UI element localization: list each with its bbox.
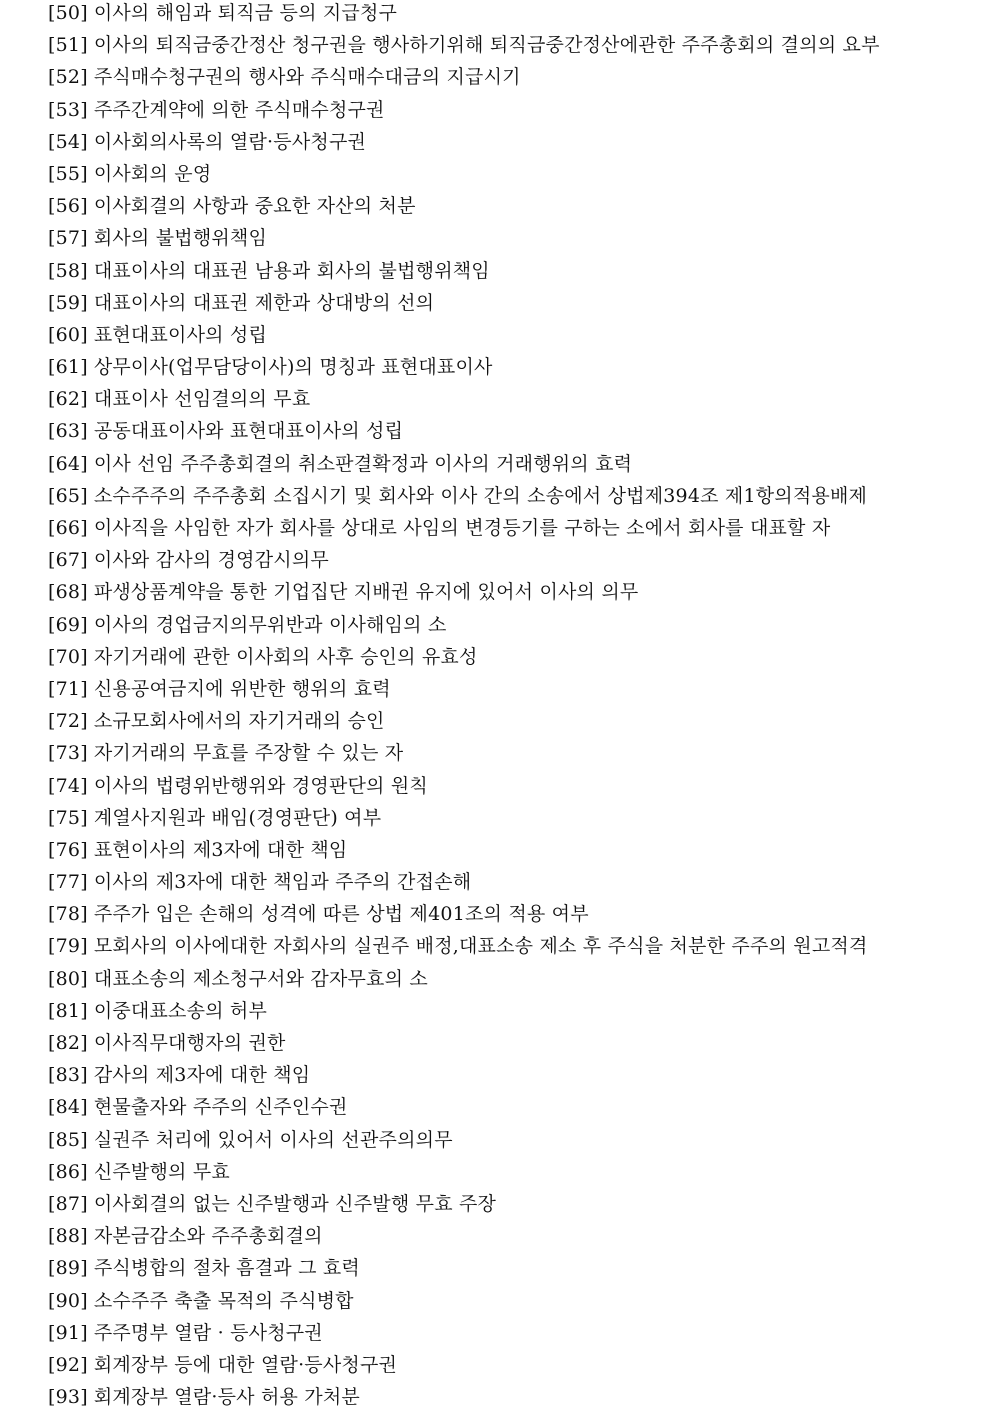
toc-entry-title: 파생상품계약을 통한 기업집단 지배권 유지에 있어서 이사의 의무 — [93, 581, 639, 604]
toc-entry-title: 이사회결의 없는 신주발행과 신주발행 무효 주장 — [93, 1192, 497, 1215]
toc-entry-number: [87] — [48, 1192, 88, 1215]
toc-entry — [48, 451, 968, 483]
toc-entry — [48, 901, 968, 933]
toc-entry-title: 감사의 제3자에 대한 책임 — [93, 1064, 311, 1087]
toc-entry-title: 이사의 퇴직금중간정산 청구권을 행사하기위해 퇴직금중간정산에관한 주주총회의 결의의 요부 — [93, 34, 880, 57]
toc-entry-title: 이사의 제3자에 대한 책임과 주주의 간접손해 — [93, 871, 472, 894]
toc-entry-number: [85] — [48, 1128, 88, 1151]
toc-entry — [48, 998, 968, 1030]
toc-entry — [48, 1030, 968, 1062]
toc-entry-title: 자기거래에 관한 이사회의 사후 승인의 유효성 — [93, 645, 478, 668]
toc-entry-number: [72] — [48, 710, 88, 733]
toc-entry-title: 이사와 감사의 경영감시의무 — [93, 549, 329, 572]
toc-entry-number: [84] — [48, 1096, 88, 1119]
toc-entry-title: 소수주주 축출 목적의 주식병합 — [93, 1289, 354, 1312]
toc-entry — [48, 32, 968, 64]
toc-entry — [48, 258, 968, 290]
toc-entry — [48, 708, 968, 740]
toc-entry-number: [57] — [48, 227, 88, 250]
toc-entry-title: 상무이사(업무담당이사)의 명칭과 표현대표이사 — [93, 356, 493, 379]
toc-entry-number: [59] — [48, 291, 88, 314]
toc-entry-number: [91] — [48, 1321, 88, 1344]
toc-entry-title: 이사회의 운영 — [93, 162, 212, 185]
toc-entry-number: [68] — [48, 581, 88, 604]
toc-entry — [48, 1062, 968, 1094]
toc-entry-number: [58] — [48, 259, 88, 282]
toc-entry-title: 대표이사 선임결의의 무효 — [93, 388, 311, 411]
toc-entry-title: 계열사지원과 배임(경영판단) 여부 — [93, 806, 382, 829]
toc-entry — [48, 1384, 968, 1416]
toc-entry-title: 모회사의 이사에대한 자회사의 실권주 배정,대표소송 제소 후 주식을 처분한 주주의 원고적격 — [93, 935, 868, 958]
toc-entry — [48, 290, 968, 322]
toc-entry-title: 소규모회사에서의 자기거래의 승인 — [93, 710, 385, 733]
toc-entry-number: [77] — [48, 871, 88, 894]
toc-entry-number: [83] — [48, 1064, 88, 1087]
toc-entry-number: [62] — [48, 388, 88, 411]
toc-entry-title: 주주명부 열람 · 등사청구권 — [93, 1321, 323, 1344]
toc-entry-number: [92] — [48, 1353, 88, 1376]
toc-entry-title: 실권주 처리에 있어서 이사의 선관주의의무 — [93, 1128, 453, 1151]
toc-entry — [48, 1255, 968, 1287]
toc-entry — [48, 966, 968, 998]
toc-entry-number: [93] — [48, 1386, 88, 1409]
toc-entry — [48, 837, 968, 869]
toc-entry — [48, 1223, 968, 1255]
toc-entry — [48, 161, 968, 193]
toc-entry — [48, 0, 968, 32]
toc-entry — [48, 322, 968, 354]
toc-entry-number: [51] — [48, 34, 88, 57]
toc-entry — [48, 354, 968, 386]
toc-entry-title: 주식병합의 절차 흠결과 그 효력 — [93, 1257, 360, 1280]
toc-entry — [48, 773, 968, 805]
toc-entry-title: 자본금감소와 주주총회결의 — [93, 1225, 323, 1248]
toc-entry-number: [76] — [48, 838, 88, 861]
toc-entry-title: 회계장부 열람·등사 허용 가처분 — [93, 1386, 360, 1409]
toc-entry-title: 이사회의사록의 열람·등사청구권 — [93, 130, 367, 153]
toc-entry-number: [64] — [48, 452, 88, 475]
toc-entry-title: 표현대표이사의 성립 — [93, 323, 268, 346]
toc-entry-number: [79] — [48, 935, 88, 958]
toc-entry-title: 표현이사의 제3자에 대한 책임 — [93, 838, 348, 861]
toc-entry — [48, 97, 968, 129]
toc-entry-title: 이사회결의 사항과 중요한 자산의 처분 — [93, 195, 416, 218]
toc-entry — [48, 1094, 968, 1126]
toc-entry-number: [82] — [48, 1032, 88, 1054]
toc-entry — [48, 1127, 968, 1159]
toc-entry-title: 주주가 입은 손해의 성격에 따른 상법 제401조의 적용 여부 — [93, 903, 589, 926]
toc-entry-title: 소수주주의 주주총회 소집시기 및 회사와 이사 간의 소송에서 상법제394조 제1항의적용배제 — [93, 484, 868, 507]
toc-entry-number: [53] — [48, 98, 88, 121]
toc-entry-number: [50] — [48, 2, 88, 24]
toc-entry-title: 이사직무대행자의 권한 — [93, 1032, 286, 1054]
toc-entry-number: [86] — [48, 1160, 88, 1183]
toc-entry — [48, 547, 968, 579]
toc-entry-number: [55] — [48, 162, 88, 185]
toc-entry-title: 주식매수청구권의 행사와 주식매수대금의 지급시기 — [93, 66, 521, 89]
toc-entry — [48, 805, 968, 837]
toc-entry-number: [80] — [48, 967, 88, 990]
toc-entry-number: [74] — [48, 774, 88, 797]
toc-entry-title: 신용공여금지에 위반한 행위의 효력 — [93, 677, 391, 700]
toc-entry-title: 이사의 경업금지의무위반과 이사해임의 소 — [93, 613, 447, 636]
toc-entry — [48, 129, 968, 161]
toc-entry-number: [60] — [48, 323, 88, 346]
toc-entry-title: 대표이사의 대표권 남용과 회사의 불법행위책임 — [93, 259, 490, 282]
toc-entry — [48, 418, 968, 450]
toc-entry — [48, 386, 968, 418]
toc-entry-number: [78] — [48, 903, 88, 926]
toc-entry-number: [88] — [48, 1225, 88, 1248]
toc-entry-number: [61] — [48, 356, 88, 379]
toc-entry-number: [54] — [48, 130, 88, 153]
toc-entry — [48, 193, 968, 225]
toc-entry-title: 자기거래의 무효를 주장할 수 있는 자 — [93, 742, 404, 765]
toc-entry-number: [71] — [48, 677, 88, 700]
toc-entry-number: [81] — [48, 999, 88, 1022]
toc-entry-title: 신주발행의 무효 — [93, 1160, 230, 1183]
toc-entry-number: [63] — [48, 420, 88, 443]
toc-entry-number: [75] — [48, 806, 88, 829]
toc-entry — [48, 933, 968, 965]
toc-entry-number: [69] — [48, 613, 88, 636]
toc-entry-number: [56] — [48, 195, 88, 218]
toc-entry-number: [67] — [48, 549, 88, 572]
toc-entry-title: 이중대표소송의 허부 — [93, 999, 268, 1022]
toc-entry-title: 이사직을 사임한 자가 회사를 상대로 사임의 변경등기를 구하는 소에서 회사를 대표할 자 — [93, 517, 831, 539]
toc-entry — [48, 676, 968, 708]
toc-entry — [48, 483, 968, 515]
toc-entry — [48, 1159, 968, 1191]
toc-entry-number: [66] — [48, 517, 88, 539]
toc-entry-title: 현물출자와 주주의 신주인수권 — [93, 1096, 348, 1119]
toc-entry — [48, 225, 968, 257]
toc-entry — [48, 1320, 968, 1352]
toc-entry-title: 대표이사의 대표권 제한과 상대방의 선의 — [93, 291, 435, 314]
toc-entry-title: 이사의 법령위반행위와 경영판단의 원칙 — [93, 774, 428, 797]
toc-entry-number: [65] — [48, 484, 88, 507]
toc-entry — [48, 1288, 968, 1320]
toc-entry — [48, 869, 968, 901]
toc-entry-title: 이사 선임 주주총회결의 취소판결확정과 이사의 거래행위의 효력 — [93, 452, 633, 475]
toc-entry-title: 대표소송의 제소청구서와 감자무효의 소 — [93, 967, 428, 990]
toc-entry-number: [73] — [48, 742, 88, 765]
toc-entry-title: 회계장부 등에 대한 열람·등사청구권 — [93, 1353, 398, 1376]
toc-entry-title: 주주간계약에 의한 주식매수청구권 — [93, 98, 385, 121]
toc-entry-title: 회사의 불법행위책임 — [93, 227, 268, 250]
toc-entry — [48, 515, 968, 547]
toc-entry — [48, 612, 968, 644]
toc-entry — [48, 644, 968, 676]
toc-entry-title: 공동대표이사와 표현대표이사의 성립 — [93, 420, 404, 443]
toc-entry — [48, 1191, 968, 1223]
toc-entry — [48, 579, 968, 611]
toc-entry-number: [89] — [48, 1257, 88, 1280]
toc-entry-number: [90] — [48, 1289, 88, 1312]
toc-entry-title: 이사의 해임과 퇴직금 등의 지급청구 — [93, 2, 398, 24]
toc-entry-number: [52] — [48, 66, 88, 89]
toc-entry-number: [70] — [48, 645, 88, 668]
toc-entry — [48, 64, 968, 96]
document-page — [48, 0, 968, 1409]
toc-entry — [48, 740, 968, 772]
table-of-contents — [48, 0, 968, 1416]
toc-entry — [48, 1352, 968, 1384]
